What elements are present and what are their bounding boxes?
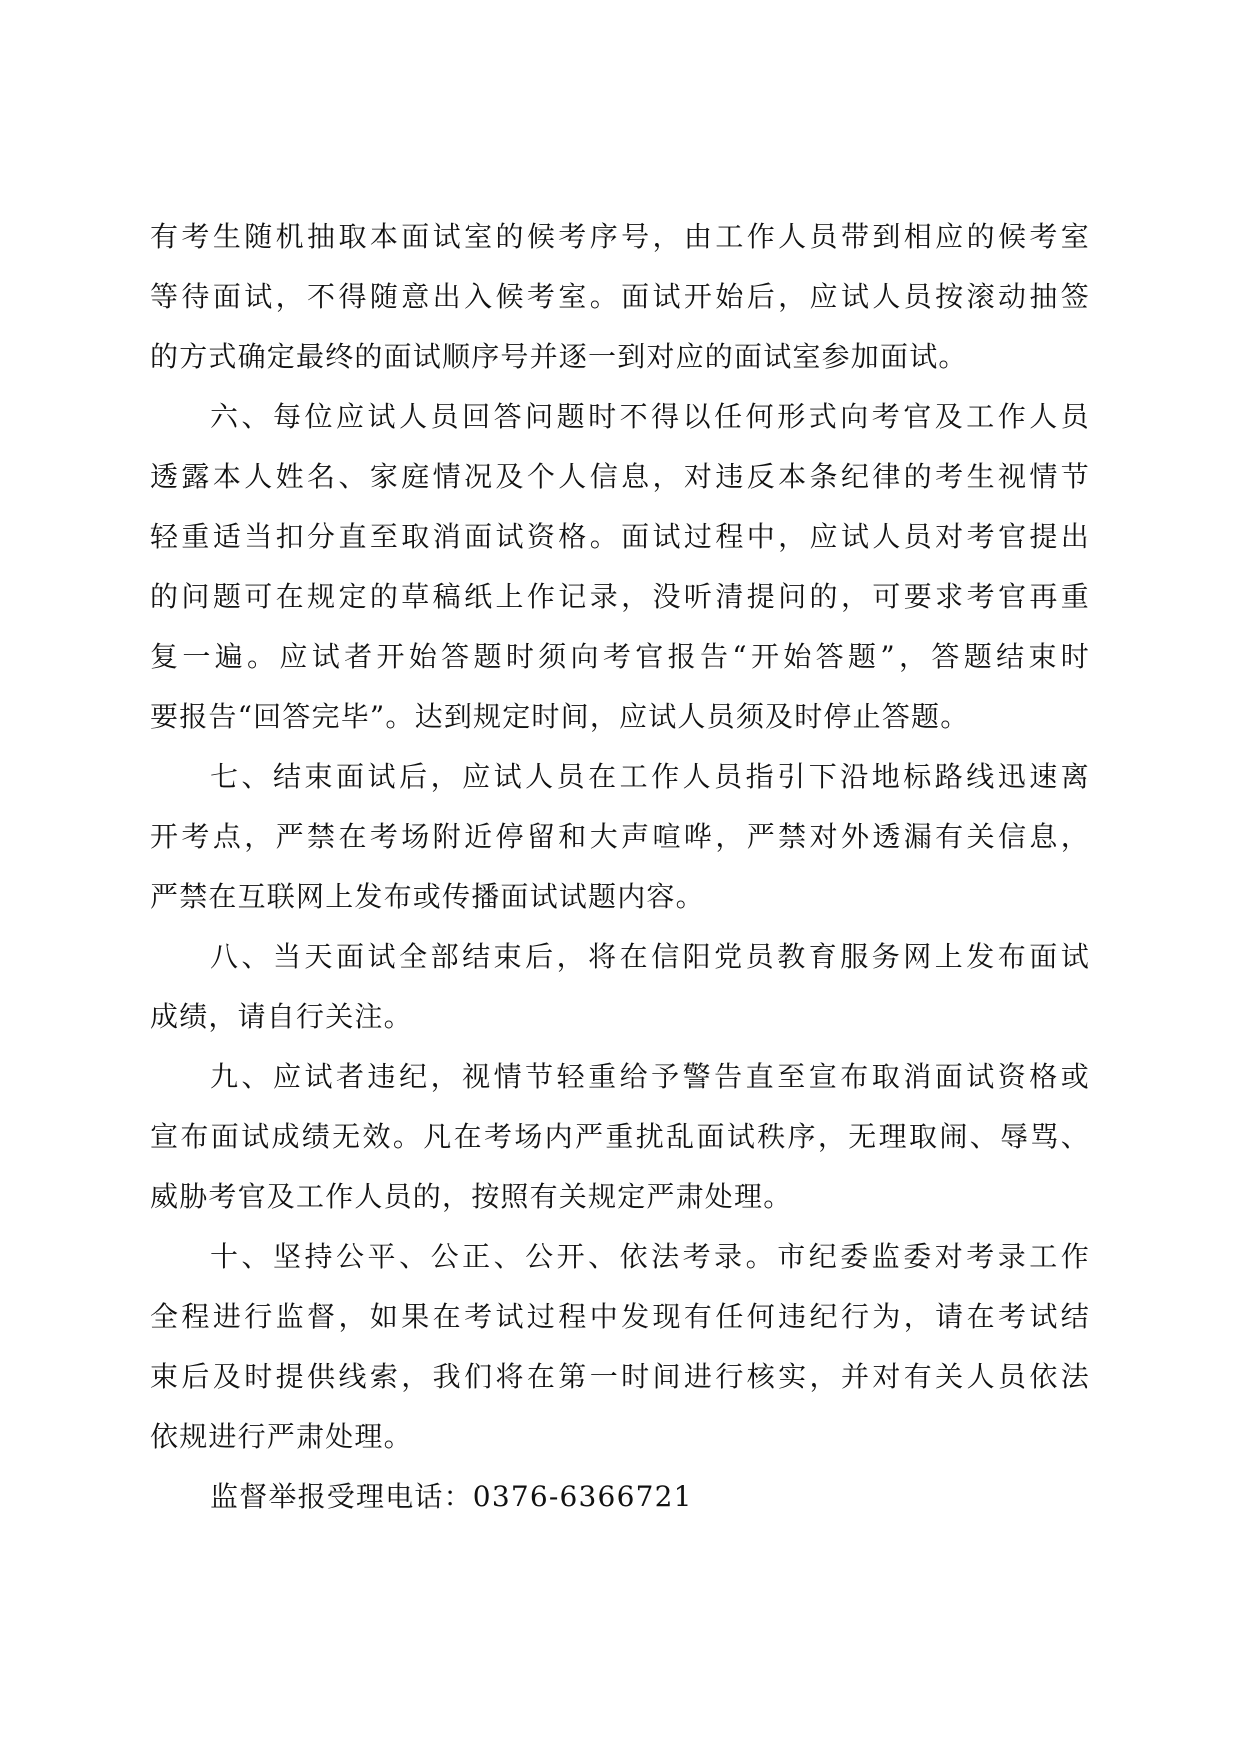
text-line: 七、结束面试后，应试人员在工作人员指引下沿地标路线迅速离 (210, 760, 1090, 793)
paragraph-six (150, 387, 1090, 747)
text-line: 要报告“回答完毕”。达到规定时间，应试人员须及时停止答题。 (150, 700, 970, 733)
text-line: 十、坚持公平、公正、公开、依法考录。市纪委监委对考录工作 (210, 1240, 1090, 1273)
text-line: 成绩，请自行关注。 (150, 1000, 413, 1033)
text-line: 九、应试者违纪，视情节轻重给予警告直至宣布取消面试资格或 (210, 1060, 1090, 1093)
text-line: 严禁在互联网上发布或传播面试试题内容。 (150, 880, 705, 913)
text-line: 六、每位应试人员回答问题时不得以任何形式向考官及工作人员 (210, 400, 1090, 433)
hotline-paragraph (150, 1467, 1090, 1527)
document-body (150, 207, 1090, 1527)
text-line: 开考点，严禁在考场附近停留和大声喧哗，严禁对外透漏有关信息， (150, 820, 1090, 853)
text-line: 的问题可在规定的草稿纸上作记录，没听清提问的，可要求考官再重 (150, 580, 1090, 613)
text-line: 轻重适当扣分直至取消面试资格。面试过程中，应试人员对考官提出 (150, 520, 1090, 553)
paragraph-ten (150, 1227, 1090, 1467)
text-line: 全程进行监督，如果在考试过程中发现有任何违纪行为，请在考试结 (150, 1300, 1090, 1333)
text-line: 的方式确定最终的面试顺序号并逐一到对应的面试室参加面试。 (150, 340, 968, 373)
text-line: 依规进行严肃处理。 (150, 1420, 413, 1453)
text-line: 八、当天面试全部结束后，将在信阳党员教育服务网上发布面试 (210, 940, 1090, 973)
paragraph-nine (150, 1047, 1090, 1227)
text-line: 复一遍。应试者开始答题时须向考官报告“开始答题”，答题结束时 (150, 640, 1090, 673)
paragraph-seven (150, 747, 1090, 927)
paragraph-eight (150, 927, 1090, 1047)
text-line: 有考生随机抽取本面试室的候考序号，由工作人员带到相应的候考室 (150, 220, 1090, 253)
text-line: 宣布面试成绩无效。凡在考场内严重扰乱面试秩序，无理取闹、辱骂、 (150, 1120, 1090, 1153)
text-line: 等待面试，不得随意出入候考室。面试开始后，应试人员按滚动抽签 (150, 280, 1090, 313)
text-line: 透露本人姓名、家庭情况及个人信息，对违反本条纪律的考生视情节 (150, 460, 1090, 493)
hotline-text: 监督举报受理电话：0376-6366721 (210, 1480, 693, 1513)
text-line: 威胁考官及工作人员的，按照有关规定严肃处理。 (150, 1180, 793, 1213)
text-line: 束后及时提供线索，我们将在第一时间进行核实，并对有关人员依法 (150, 1360, 1090, 1393)
paragraph-five-continued (150, 207, 1090, 387)
